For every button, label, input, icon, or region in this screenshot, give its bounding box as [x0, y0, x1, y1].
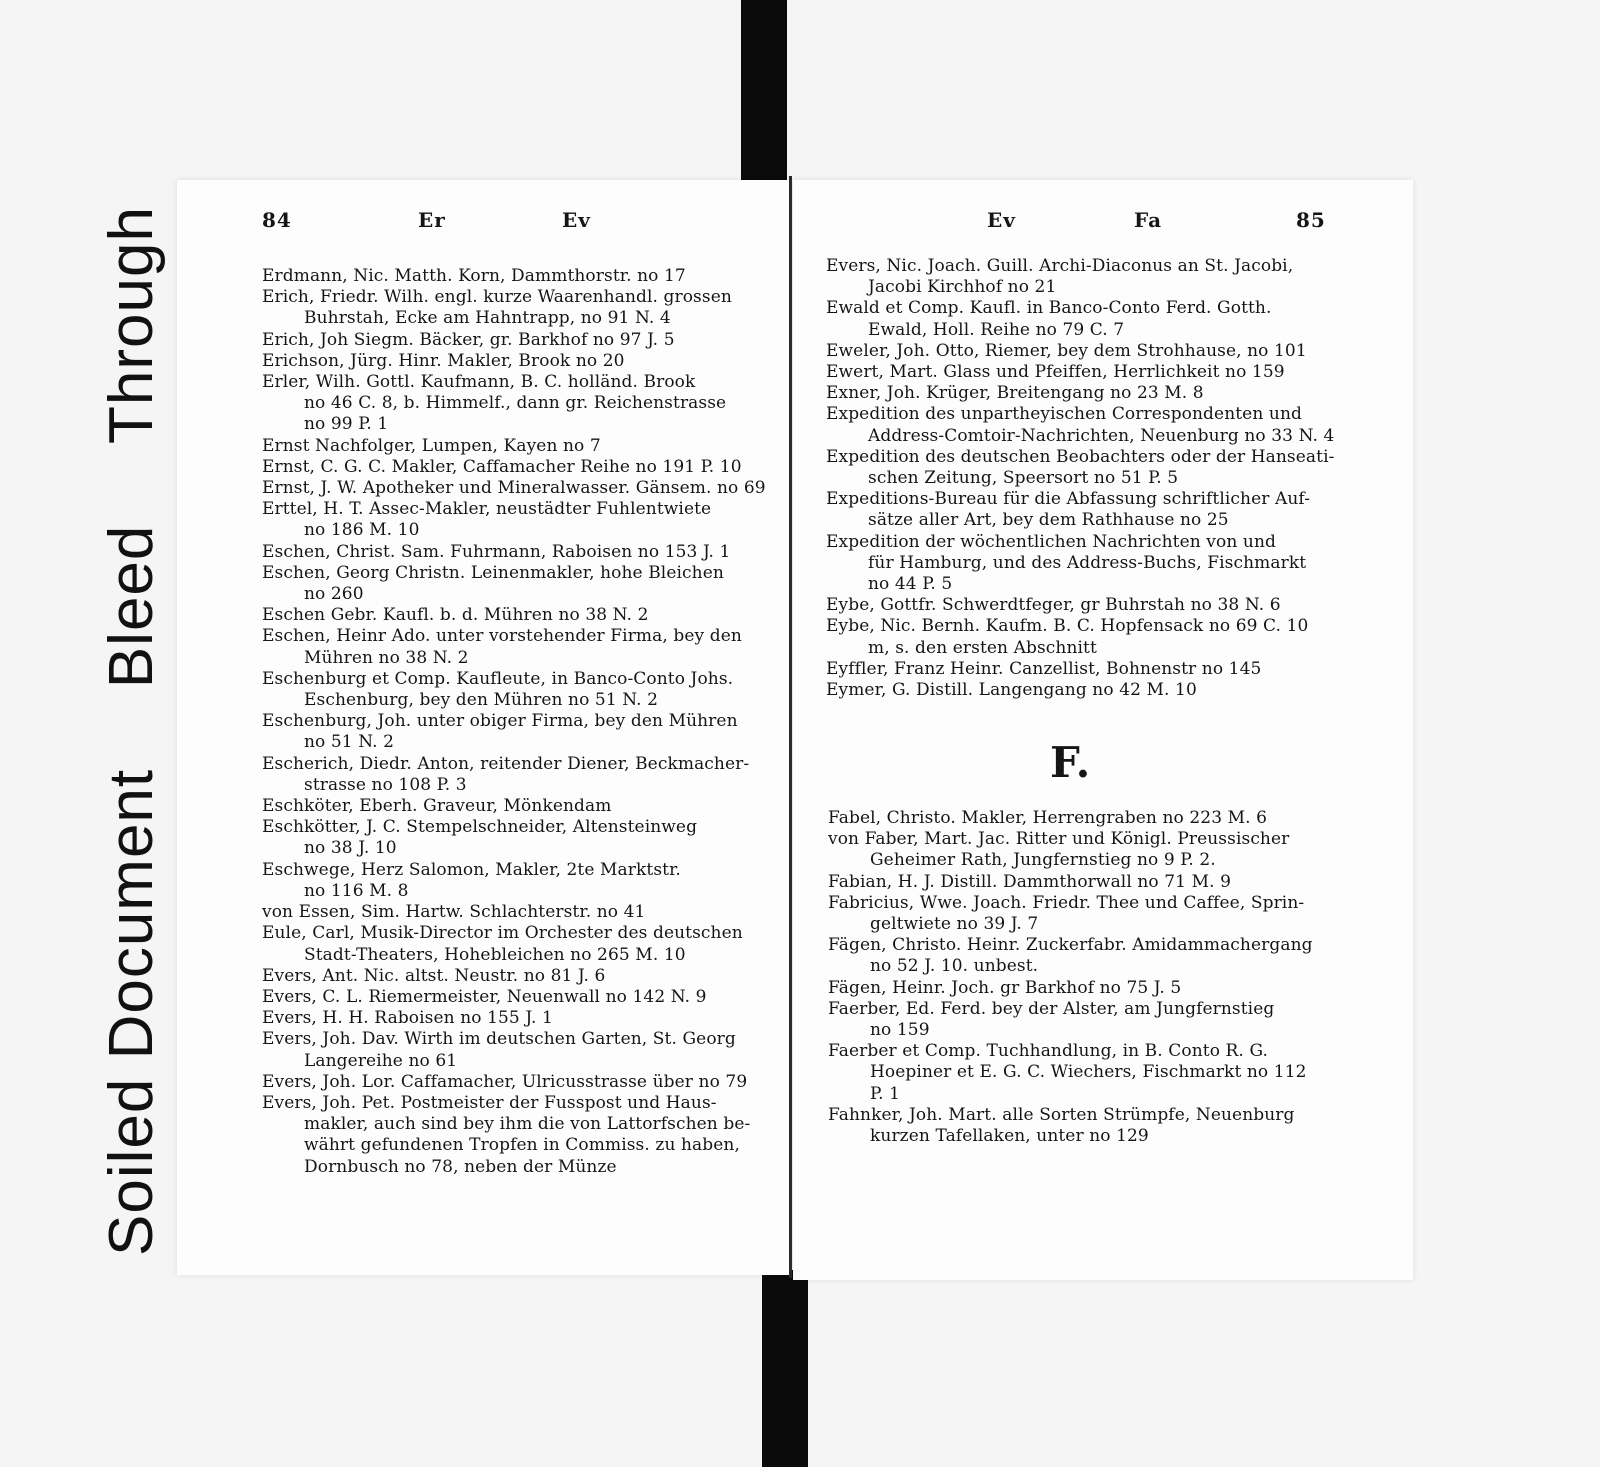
- directory-entry: [262, 966, 767, 987]
- directory-entry: [826, 659, 1334, 680]
- entry-continuation-line: Langereihe no 61: [304, 1050, 458, 1071]
- directory-entry: [262, 266, 767, 287]
- entry-continuation-line: makler, auch sind bey ihm die von Lattorfschen be-: [304, 1114, 751, 1135]
- directory-entry: [826, 595, 1334, 616]
- directory-entry: [828, 893, 1336, 935]
- entry-line: Eschen, Christ. Sam. Fuhrmann, Raboisen no 153 J. 1: [262, 541, 731, 562]
- entry-line: Exner, Joh. Krüger, Breitengang no 23 M. 8: [826, 383, 1204, 404]
- entry-continuation-line: Hoepiner et E. G. C. Wiechers, Fischmarkt no 112: [870, 1062, 1307, 1083]
- entry-line: Eybe, Gottfr. Schwerdtfeger, gr Buhrstah no 38 N. 6: [826, 595, 1281, 616]
- entry-line: Ewert, Mart. Glass und Pfeiffen, Herrlichkeit no 159: [826, 362, 1285, 383]
- entry-continuation-line: Jacobi Kirchhof no 21: [868, 277, 1057, 298]
- entry-line: Eschköter, Eberh. Graveur, Mönkendam: [262, 796, 612, 817]
- entry-line: Erler, Wilh. Gottl. Kaufmann, B. C. holländ. Brook: [262, 372, 696, 393]
- entry-continuation-line: Eschenburg, bey den Mühren no 51 N. 2: [304, 690, 659, 711]
- entry-line: Fabel, Christo. Makler, Herrengraben no 223 M. 6: [828, 808, 1268, 828]
- entry-line: Erich, Joh Siegm. Bäcker, gr. Barkhof no 97 J. 5: [262, 329, 675, 350]
- entry-line: Eweler, Joh. Otto, Riemer, bey dem Strohhause, no 101: [826, 340, 1307, 361]
- scanner-clip-bottom: [762, 1270, 808, 1467]
- entry-line: Eschen Gebr. Kaufl. b. d. Mühren no 38 N. 2: [262, 605, 649, 626]
- entry-line: Fabian, H. J. Distill. Dammthorwall no 71 M. 9: [828, 871, 1232, 892]
- entry-line: Ewald et Comp. Kaufl. in Banco-Conto Ferd. Gotth.: [826, 298, 1272, 319]
- directory-entry: [262, 478, 767, 499]
- entry-line: Faerber, Ed. Ferd. bey der Alster, am Jungfernstieg: [828, 998, 1275, 1019]
- entry-continuation-line: Dornbusch no 78, neben der Münze: [304, 1156, 617, 1177]
- left-head-to: Ev: [562, 208, 591, 232]
- directory-entry: [826, 616, 1334, 658]
- entry-line: Expedition des unpartheyischen Correspondenten und: [826, 404, 1302, 425]
- entry-line: Fahnker, Joh. Mart. alle Sorten Strümpfe, Neuenburg: [828, 1104, 1295, 1125]
- directory-entry: [826, 341, 1334, 362]
- directory-entry: [262, 817, 767, 859]
- side-annotation-word-2: Bleed: [97, 524, 166, 689]
- entry-line: Fägen, Heinr. Joch. gr Barkhof no 75 J. 5: [828, 977, 1182, 998]
- directory-entry: [828, 978, 1336, 999]
- entry-continuation-line: Stadt-Theaters, Hohebleichen no 265 M. 10: [304, 944, 686, 965]
- entry-line: Eschen, Georg Christn. Leinenmakler, hohe Bleichen: [262, 562, 724, 583]
- entry-continuation-line: kurzen Tafellaken, unter no 129: [870, 1126, 1149, 1147]
- entry-continuation-line: no 99 P. 1: [304, 414, 389, 435]
- directory-entry: [828, 1105, 1336, 1147]
- entry-line: Expeditions-Bureau für die Abfassung schriftlicher Auf-: [826, 489, 1311, 510]
- side-annotation-word-1: Soiled Document: [97, 768, 166, 1256]
- entry-line: Eschen, Heinr Ado. unter vorstehender Firma, bey den: [262, 626, 742, 647]
- directory-entry: [262, 436, 767, 457]
- entry-line: Fabricius, Wwe. Joach. Friedr. Thee und Caffee, Sprin-: [828, 892, 1305, 913]
- directory-entry: [262, 542, 767, 563]
- directory-entry: [828, 808, 1336, 829]
- entry-line: Eybe, Nic. Bernh. Kaufm. B. C. Hopfensack no 69 C. 10: [826, 616, 1309, 637]
- directory-entry: [262, 1029, 767, 1071]
- entry-line: Erdmann, Nic. Matth. Korn, Dammthorstr. no 17: [262, 266, 686, 286]
- entry-continuation-line: Ewald, Holl. Reihe no 79 C. 7: [868, 319, 1125, 340]
- entry-line: von Essen, Sim. Hartw. Schlachterstr. no 41: [262, 902, 646, 923]
- left-head-from: Er: [418, 208, 446, 232]
- entry-line: Evers, Joh. Pet. Postmeister der Fusspost und Haus-: [262, 1092, 717, 1113]
- directory-entry: [828, 1041, 1336, 1105]
- directory-entry: [262, 351, 767, 372]
- entry-line: Eymer, G. Distill. Langengang no 42 M. 10: [826, 680, 1197, 701]
- directory-entry: [826, 489, 1334, 531]
- entry-continuation-line: P. 1: [870, 1083, 901, 1104]
- entry-continuation-line: für Hamburg, und des Address-Buchs, Fischmarkt: [868, 552, 1307, 573]
- directory-entry: [826, 447, 1334, 489]
- entry-continuation-line: no 116 M. 8: [304, 880, 409, 901]
- right-page-number: 85: [1296, 208, 1326, 232]
- entry-line: Escherich, Diedr. Anton, reitender Diener, Beckmacher-: [262, 753, 750, 774]
- entry-continuation-line: no 186 M. 10: [304, 520, 420, 541]
- entry-line: Erich, Friedr. Wilh. engl. kurze Waarenhandl. grossen: [262, 287, 732, 308]
- directory-entry: [262, 923, 767, 965]
- directory-entry: [262, 287, 767, 329]
- directory-entry: [262, 1008, 767, 1029]
- directory-entry: [826, 298, 1334, 340]
- entry-line: Ernst, J. W. Apotheker und Mineralwasser. Gänsem. no 69: [262, 478, 766, 499]
- left-page-number: 84: [262, 208, 292, 232]
- right-head-from: Ev: [987, 208, 1016, 232]
- right-head-to: Fa: [1134, 208, 1163, 232]
- directory-entry: [262, 1093, 767, 1178]
- entry-line: Expedition des deutschen Beobachters oder der Hanseati-: [826, 446, 1335, 467]
- entry-continuation-line: Buhrstah, Ecke am Hahntrapp, no 91 N. 4: [304, 308, 671, 329]
- directory-entry: [826, 362, 1334, 383]
- entry-line: Erttel, H. T. Assec-Makler, neustädter Fuhlentwiete: [262, 499, 712, 520]
- directory-entry: [262, 372, 767, 436]
- entry-line: Expedition der wöchentlichen Nachrichten von und: [826, 531, 1276, 552]
- entry-continuation-line: strasse no 108 P. 3: [304, 774, 467, 795]
- right-entry-list: [826, 256, 1334, 701]
- entry-continuation-line: m, s. den ersten Abschnitt: [868, 637, 1097, 658]
- entry-line: Evers, C. L. Riemermeister, Neuenwall no 142 N. 9: [262, 986, 707, 1007]
- directory-entry: [828, 872, 1336, 893]
- entry-line: Eschenburg et Comp. Kaufleute, in Banco-Conto Johs.: [262, 668, 734, 689]
- directory-entry: [828, 935, 1336, 977]
- entry-line: Evers, Joh. Dav. Wirth im deutschen Garten, St. Georg: [262, 1029, 736, 1050]
- entry-continuation-line: no 38 J. 10: [304, 838, 397, 859]
- directory-entry: [262, 499, 767, 541]
- directory-entry: [262, 711, 767, 753]
- directory-entry: [262, 987, 767, 1008]
- directory-entry: [826, 404, 1334, 446]
- entry-continuation-line: geltwiete no 39 J. 7: [870, 914, 1039, 935]
- directory-entry: [262, 796, 767, 817]
- directory-entry: [828, 829, 1336, 871]
- entry-line: Ernst Nachfolger, Lumpen, Kayen no 7: [262, 435, 601, 456]
- entry-line: Evers, Nic. Joach. Guill. Archi-Diaconus an St. Jacobi,: [826, 256, 1294, 276]
- directory-entry: [262, 860, 767, 902]
- directory-entry: [826, 532, 1334, 596]
- entry-continuation-line: Address-Comtoir-Nachrichten, Neuenburg no 33 N. 4: [868, 425, 1335, 446]
- directory-entry: [262, 330, 767, 351]
- directory-entry: [262, 1072, 767, 1093]
- entry-line: Eule, Carl, Musik-Director im Orchester des deutschen: [262, 923, 743, 944]
- section-letter-heading: F.: [1050, 738, 1091, 787]
- entry-continuation-line: schen Zeitung, Speersort no 51 P. 5: [868, 468, 1179, 489]
- entry-continuation-line: no 159: [870, 1020, 930, 1041]
- directory-entry: [262, 902, 767, 923]
- directory-entry: [262, 669, 767, 711]
- entry-line: Eschenburg, Joh. unter obiger Firma, bey den Mühren: [262, 711, 738, 732]
- directory-entry: [828, 999, 1336, 1041]
- directory-entry: [262, 457, 767, 478]
- entry-continuation-line: no 52 J. 10. unbest.: [870, 956, 1039, 977]
- directory-entry: [262, 563, 767, 605]
- entry-continuation-line: no 44 P. 5: [868, 574, 953, 595]
- entry-line: Fägen, Christo. Heinr. Zuckerfabr. Amidammachergang: [828, 935, 1313, 956]
- entry-line: Erichson, Jürg. Hinr. Makler, Brook no 20: [262, 350, 625, 371]
- entry-continuation-line: Geheimer Rath, Jungfernstieg no 9 P. 2.: [870, 850, 1216, 871]
- scanner-clip-top: [741, 0, 787, 180]
- entry-continuation-line: no 260: [304, 584, 364, 605]
- entry-line: Eyffler, Franz Heinr. Canzellist, Bohnenstr no 145: [826, 658, 1262, 679]
- entry-continuation-line: sätze aller Art, bey dem Rathhause no 25: [868, 510, 1229, 531]
- entry-line: Ernst, C. G. C. Makler, Caffamacher Reihe no 191 P. 10: [262, 456, 742, 477]
- directory-entry: [826, 256, 1334, 298]
- entry-continuation-line: no 51 N. 2: [304, 732, 395, 753]
- directory-entry: [826, 680, 1334, 701]
- entry-line: Eschkötter, J. C. Stempelschneider, Altensteinweg: [262, 817, 698, 838]
- entry-line: Evers, Joh. Lor. Caffamacher, Ulricusstrasse über no 79: [262, 1071, 748, 1092]
- entry-continuation-line: währt gefundenen Tropfen in Commiss. zu haben,: [304, 1135, 740, 1156]
- directory-entry: [826, 383, 1334, 404]
- entry-line: Evers, Ant. Nic. altst. Neustr. no 81 J. 6: [262, 965, 606, 986]
- side-annotation-word-3: Through: [97, 206, 166, 444]
- entry-continuation-line: Mühren no 38 N. 2: [304, 647, 469, 668]
- entry-line: von Faber, Mart. Jac. Ritter und Königl. Preussischer: [828, 829, 1290, 850]
- directory-entry: [262, 605, 767, 626]
- entry-line: Evers, H. H. Raboisen no 155 J. 1: [262, 1008, 553, 1029]
- left-entry-list: [262, 266, 767, 1178]
- entry-continuation-line: no 46 C. 8, b. Himmelf., dann gr. Reichenstrasse: [304, 393, 727, 414]
- side-annotation: [96, 206, 167, 1256]
- book-gutter: [789, 176, 792, 1278]
- directory-entry: [262, 626, 767, 668]
- entry-line: Eschwege, Herz Salomon, Makler, 2te Marktstr.: [262, 859, 681, 880]
- entry-line: Faerber et Comp. Tuchhandlung, in B. Conto R. G.: [828, 1041, 1269, 1062]
- right-entry-list-f: [828, 808, 1336, 1147]
- directory-entry: [262, 754, 767, 796]
